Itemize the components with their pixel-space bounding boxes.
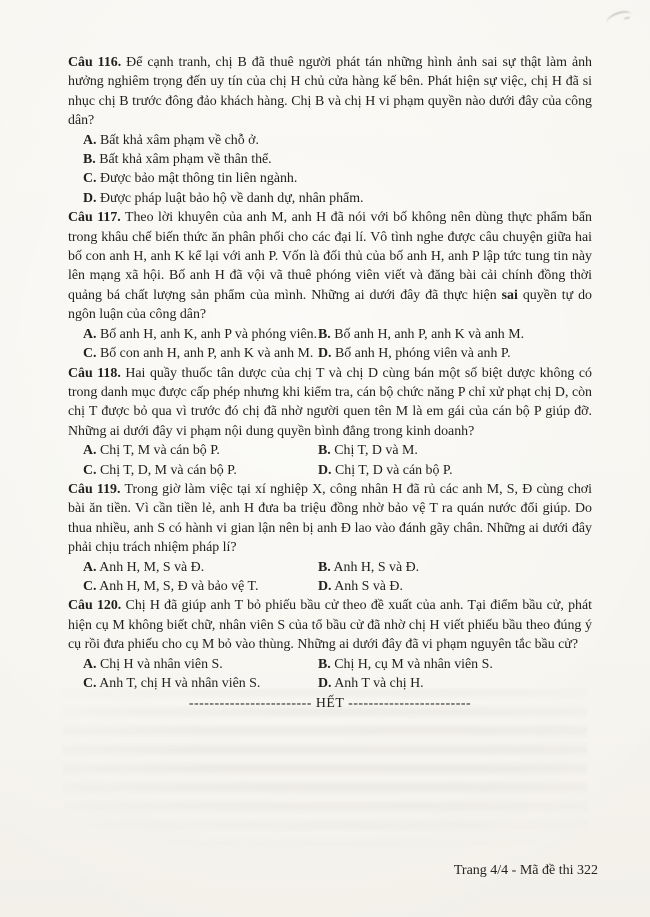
option-text: Chị T, M và cán bộ P. [100, 443, 220, 459]
option-text: Chị T, D, M và cán bộ P. [100, 462, 237, 478]
option-letter: D. [318, 578, 332, 594]
option-letter: A. [83, 559, 97, 575]
option-letter: C. [83, 676, 97, 691]
question-text [68, 208, 592, 324]
option-text: Anh S và Đ. [334, 578, 403, 594]
option-item [318, 674, 592, 693]
option-text: Bố anh H, anh P, anh K và anh M. [334, 326, 525, 342]
question-body-segment: Trong giờ làm việc tại xí nghiệp X, công nhân H đã rủ các anh M, S, Đ cùng chơi bài ăn tiền. Vì cần tiền lẻ, anh H đưa ba triệu đồng nhờ bảo vệ T ra quán nước đổi giúp. Do thua nhiều, anh S có hành vi gian lận nên bị anh Đ lao vào đánh gãy chân. Những ai dưới đây phải chịu trách nhiệm pháp lí? [68, 481, 592, 556]
question-number: Câu 117. [68, 210, 121, 226]
question-body-segment: Chị H đã giúp anh T bỏ phiếu bầu cử theo đề xuất của anh. Tại điểm bầu cử, phát hiện cụ M không biết chữ, nhân viên S của tổ bầu cử đã nhờ chị H viết phiếu bầu theo đúng ý cụ rồi đưa phiếu cho cụ M bỏ vào thùng. Những ai dưới đây đã vi phạm nguyên tắc bầu cử? [68, 598, 592, 653]
option-item [318, 441, 592, 460]
question-number: Câu 119. [68, 481, 121, 497]
options-list [83, 441, 592, 480]
option-item [83, 461, 318, 480]
option-letter: A. [83, 443, 97, 459]
option-item [318, 461, 592, 480]
option-letter: A. [83, 132, 97, 148]
option-letter: D. [83, 190, 97, 206]
question-body-segment: Hai quầy thuốc tân dược của chị T và chị D cùng bán một số biệt dược không có trong danh mục được cấp phép nhưng khi kiểm tra, cán bộ chức năng P chỉ xử phạt chị D, còn chị T được bỏ qua vì trước đó chị đã nhờ người quen tên M là em gái của cán bộ P giúp đỡ. Những ai dưới đây vi phạm nội dung quyền bình đẳng trong kinh doanh? [68, 365, 592, 439]
option-item [318, 655, 592, 674]
questions [68, 53, 592, 714]
question-block [68, 208, 592, 363]
option-letter: C. [83, 346, 97, 362]
option-letter: C. [83, 462, 97, 478]
option-text: Bố anh H, phóng viên và anh P. [335, 346, 511, 362]
option-item [83, 655, 318, 674]
option-item [318, 344, 592, 363]
option-item [83, 169, 592, 188]
option-item [83, 131, 592, 150]
option-text: Anh H, M, S và Đ. [99, 559, 205, 575]
option-item [83, 441, 318, 460]
option-text: Chị T, D và M. [334, 443, 418, 459]
option-letter: A. [83, 656, 97, 672]
option-text: Bất khả xâm phạm về chỗ ở. [100, 132, 259, 148]
option-text: Được bảo mật thông tin liên ngành. [100, 171, 298, 187]
option-item [318, 577, 592, 596]
option-letter: A. [83, 326, 97, 342]
option-item [83, 674, 318, 693]
question-body-segment: Để cạnh tranh, chị B đã thuê người phát tán những hình ảnh sai sự thật làm ảnh hưởng nghiêm trọng đến uy tín của chị H chủ cửa hàng kế bên. Phát hiện sự việc, chị H đã si nhục chị B trước đông đảo khách hàng. Chị B và chị H vi phạm quyền nào dưới đây của công dân? [68, 55, 592, 129]
option-item [83, 577, 318, 596]
question-text [68, 596, 592, 654]
end-marker: ------------------------ HẾT ------------------------ [188, 696, 472, 712]
question-body-segment: quyền tự do ngôn luận của công dân? [68, 287, 592, 323]
option-letter: C. [83, 171, 97, 187]
option-text: Được pháp luật bảo hộ về danh dự, nhân phẩm. [100, 190, 364, 206]
option-letter: D. [318, 346, 332, 362]
question-body-segment: sai [501, 287, 518, 303]
options-list [83, 325, 592, 364]
option-text: Bố anh H, anh K, anh P và phóng viên. [100, 326, 318, 342]
option-item [83, 189, 592, 208]
option-letter: C. [83, 578, 97, 594]
option-letter: B. [318, 656, 331, 672]
options-list [83, 558, 592, 597]
option-text: Chị H và nhân viên S. [100, 656, 223, 672]
question-block [68, 480, 592, 596]
question-block [68, 53, 592, 208]
option-text: Chị T, D và cán bộ P. [335, 462, 453, 478]
options-list [68, 131, 592, 209]
option-letter: D. [318, 676, 332, 691]
option-text: Anh T, chị H và nhân viên S. [99, 676, 261, 691]
option-letter: B. [318, 326, 331, 342]
question-number: Câu 118. [68, 365, 121, 381]
option-text: Anh T và chị H. [334, 676, 424, 691]
scan-smudge [605, 9, 634, 29]
option-letter: B. [83, 152, 96, 168]
question-number: Câu 116. [68, 55, 122, 70]
question-block [68, 596, 592, 693]
question-block [68, 364, 592, 480]
question-number: Câu 120. [68, 598, 122, 614]
question-text [68, 364, 592, 442]
question-text [68, 480, 592, 558]
option-item [83, 558, 318, 577]
option-item [83, 344, 318, 363]
option-text: Anh H, M, S, Đ và bảo vệ T. [99, 578, 259, 594]
option-letter: D. [318, 462, 332, 478]
options-list [83, 655, 592, 694]
page-footer: Trang 4/4 - Mã đề thi 322 [453, 863, 598, 878]
question-text [68, 53, 592, 131]
option-text: Bố con anh H, anh P, anh K và anh M. [100, 346, 314, 362]
option-letter: B. [318, 559, 331, 575]
option-item [83, 150, 592, 169]
option-item [318, 325, 592, 344]
option-text: Bất khả xâm phạm về thân thể. [99, 152, 272, 168]
option-text: Chị H, cụ M và nhân viên S. [334, 656, 493, 672]
option-letter: B. [318, 443, 331, 459]
option-text: Anh H, S và Đ. [333, 559, 420, 575]
question-body-segment: Theo lời khuyên của anh M, anh H đã nói với bố không nên dùng thực phẩm bẩn trong khâu chế biến thức ăn phân phối cho các đại lí. Vô tình nghe được câu chuyện giữa hai bố con anh H, anh K kể lại với anh P. Vốn là đối thủ của bố anh H, anh P lập tức tung tin này lên mạng xã hội. Bố anh H đã vội vã thuê phóng viên viết và đăng bài cải chính đồng thời quảng bá chất lượng sản phẩm của mình. Những ai dưới đây đã thực hiện [68, 210, 592, 303]
option-item [318, 558, 592, 577]
option-item [83, 325, 318, 344]
